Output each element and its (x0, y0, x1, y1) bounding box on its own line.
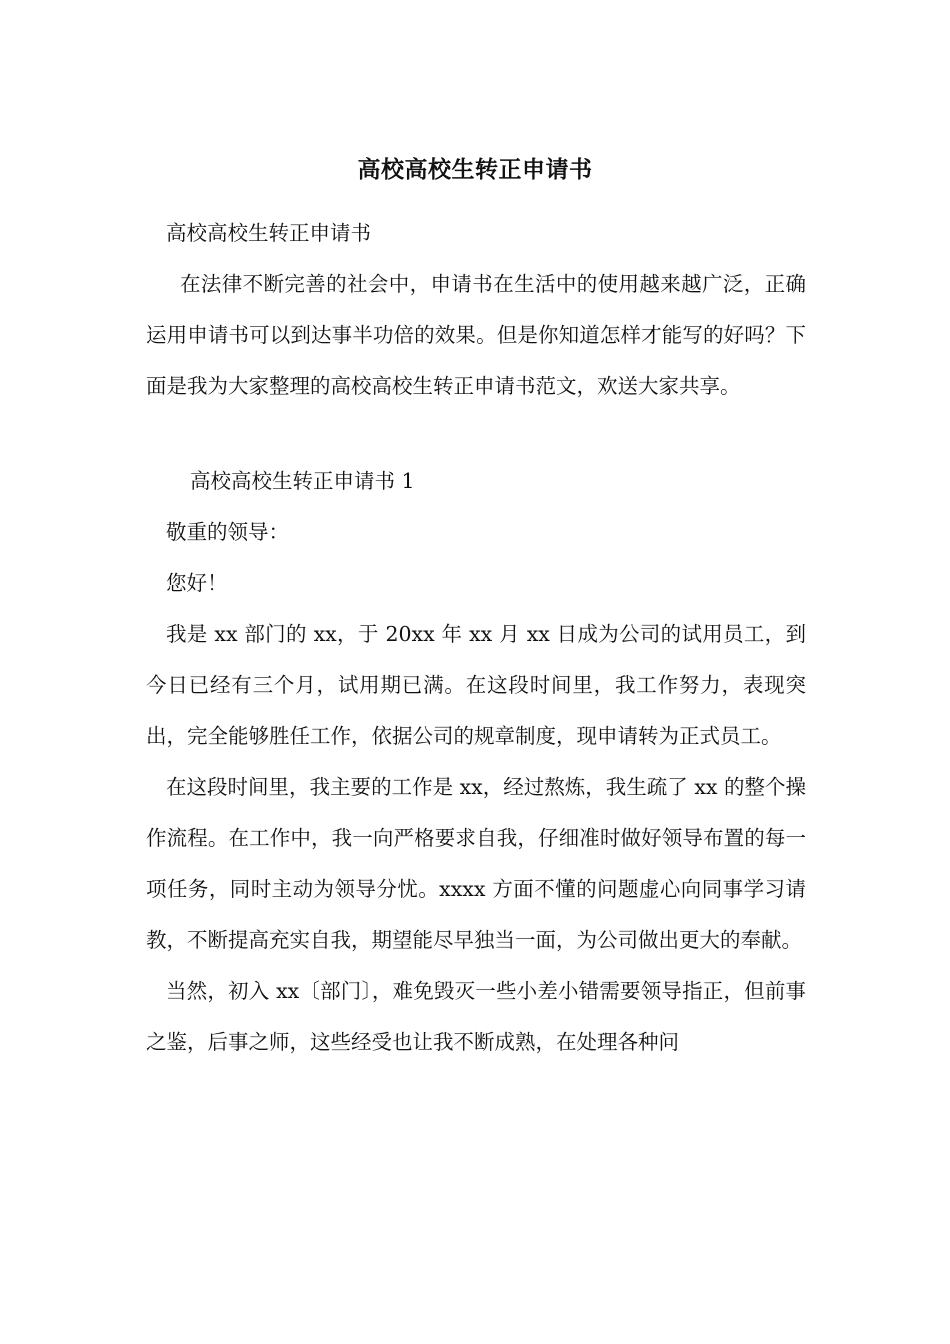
paragraph-gap (146, 412, 806, 456)
salutation: 敬重的领导： (166, 520, 289, 544)
document-title: 高校高校生转正申请书 (357, 156, 593, 183)
section-heading: 高校高校生转正申请书 1 (190, 469, 415, 493)
body-paragraph-3: 当然，初入 xx〔部门〕，难免毁灭一些小差小错需要领导指正，但前事之鉴，后事之师，这些经受也让我不断成熟，在处理各种问 (146, 979, 806, 1054)
intro-paragraph: 在法律不断完善的社会中，申请书在生活中的使用越来越广泛，正确运用申请书可以到达事半功倍的效果。但是你知道怎样才能写的好吗？下面是我为大家整理的高校高校生转正申请书范文，欢送大家共享。 (146, 272, 806, 398)
document-subtitle: 高校高校生转正申请书 (166, 221, 371, 245)
body-paragraph-1: 我是 xx 部门的 xx，于 20xx 年 xx 月 xx 日成为公司的试用员工，到今日已经有三个月，试用期已满。在这段时间里，我工作努力，表现突出，完全能够胜任工作，依据公司的规章制度，现申请转为正式员工。 (146, 622, 806, 748)
document-body (146, 208, 806, 1068)
body-paragraph-2: 在这段时间里，我主要的工作是 xx，经过熬炼，我生疏了 xx 的整个操作流程。在工作中，我一向严格要求自我，仔细准时做好领导布置的每一项任务，同时主动为领导分忧。xxxx 方面不懂的问题虚心向同事学习请教，不断提高充实自我，期望能尽早独当一面，为公司做出更大的奉献。 (146, 775, 806, 952)
greeting: 您好！ (166, 571, 228, 595)
